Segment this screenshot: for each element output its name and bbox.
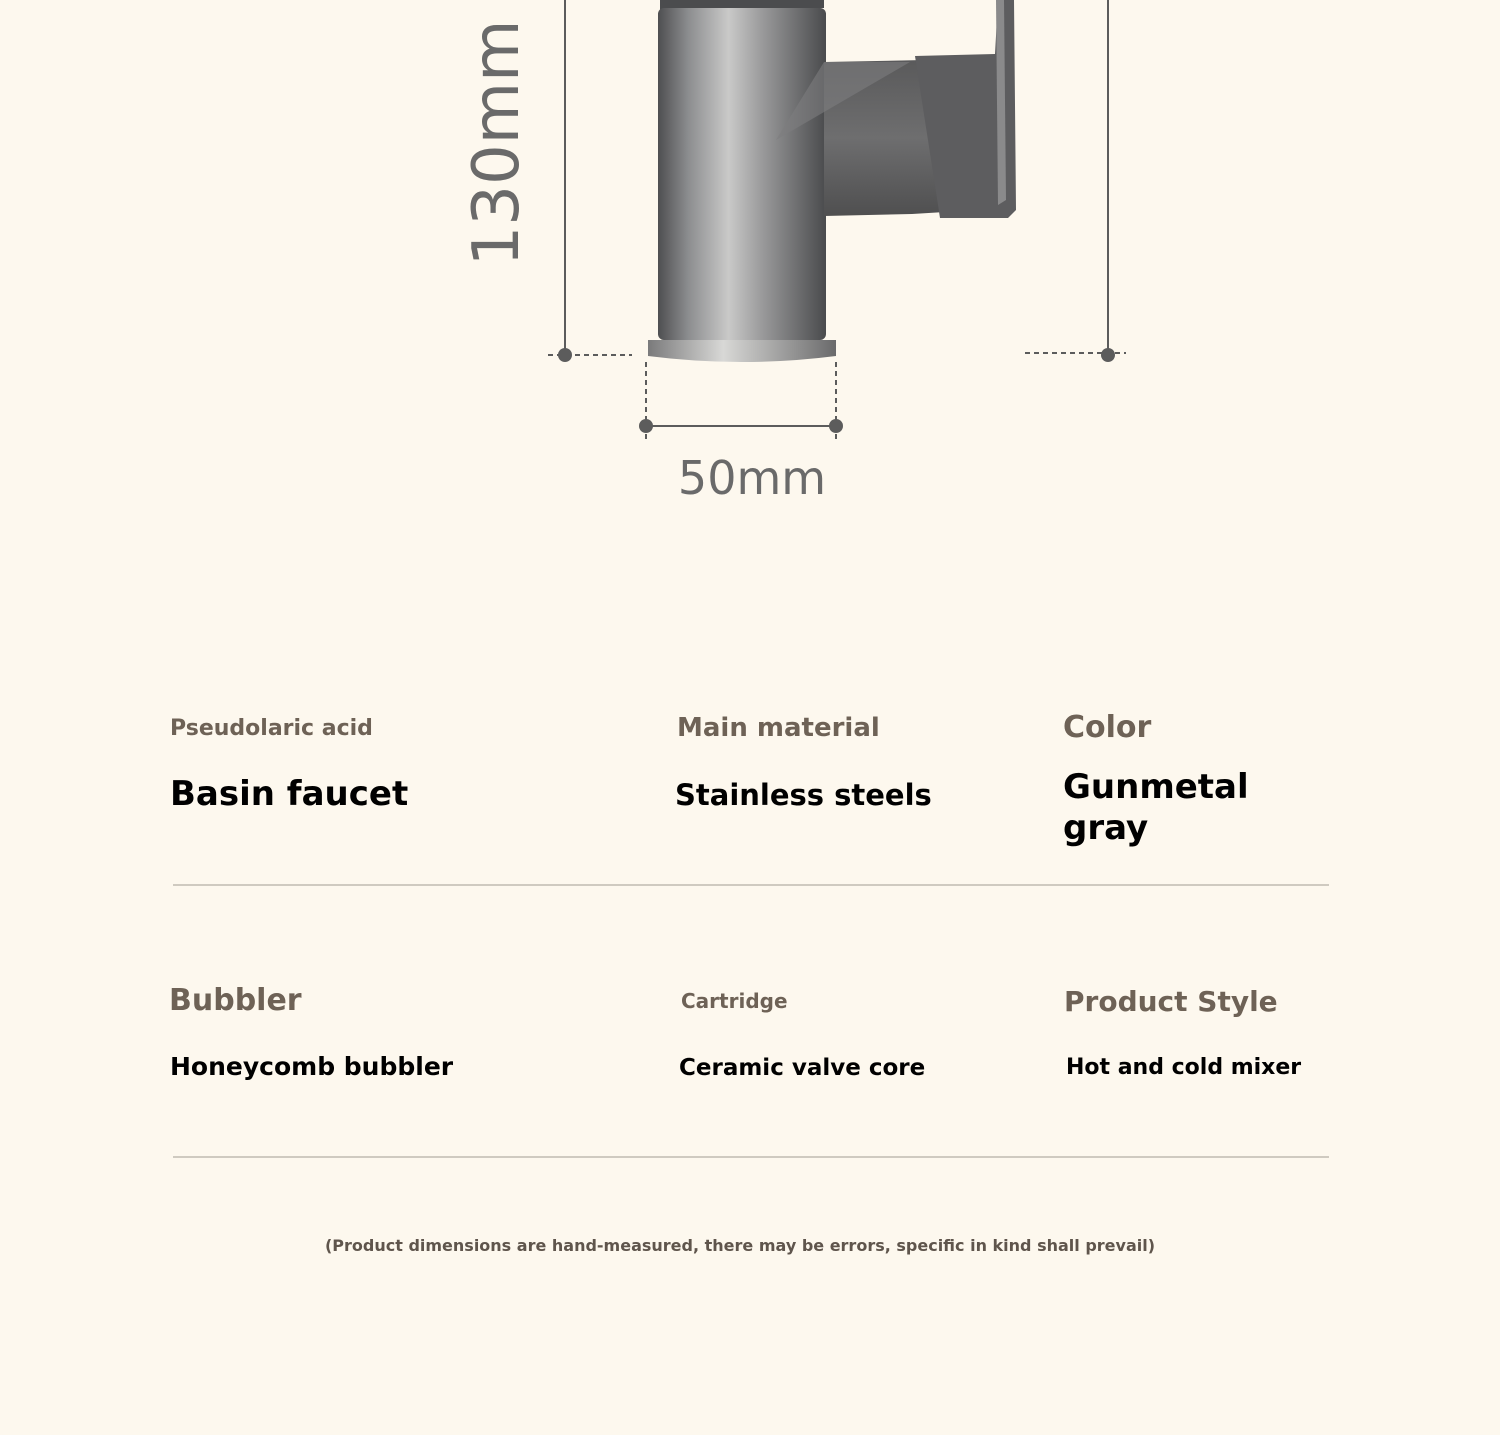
height-dimension-label: 130mm — [460, 19, 534, 267]
spec-style-label: Product Style — [1064, 985, 1278, 1018]
endpoint-dot — [829, 419, 843, 433]
spec-cartridge-label: Cartridge — [681, 989, 788, 1013]
faucet-dimension-diagram — [0, 0, 1500, 560]
row-divider — [173, 1156, 1329, 1158]
spec-color-value: Gunmetal gray — [1063, 767, 1249, 848]
faucet-base — [648, 340, 836, 362]
spec-cartridge-value: Ceramic valve core — [679, 1055, 926, 1081]
base-width-dimension-label: 50mm — [677, 451, 827, 505]
spec-bubbler-label: Bubbler — [169, 983, 302, 1018]
spec-material-label: Main material — [677, 713, 880, 743]
spec-type-label: Pseudolaric acid — [170, 716, 373, 741]
endpoint-dot — [558, 348, 572, 362]
spec-color-label: Color — [1063, 710, 1152, 745]
spec-style-value: Hot and cold mixer — [1066, 1055, 1302, 1080]
row-divider — [173, 884, 1329, 886]
endpoint-dot — [639, 419, 653, 433]
spec-material-value: Stainless steels — [675, 778, 932, 812]
faucet-body — [658, 8, 826, 340]
measurement-disclaimer: (Product dimensions are hand-measured, there may be errors, specific in kind shall prevail) — [324, 1236, 1156, 1255]
spec-bubbler-value: Honeycomb bubbler — [170, 1052, 454, 1081]
faucet-illustration — [648, 0, 1016, 362]
endpoint-dot — [1101, 348, 1115, 362]
spec-type-value: Basin faucet — [170, 774, 409, 814]
